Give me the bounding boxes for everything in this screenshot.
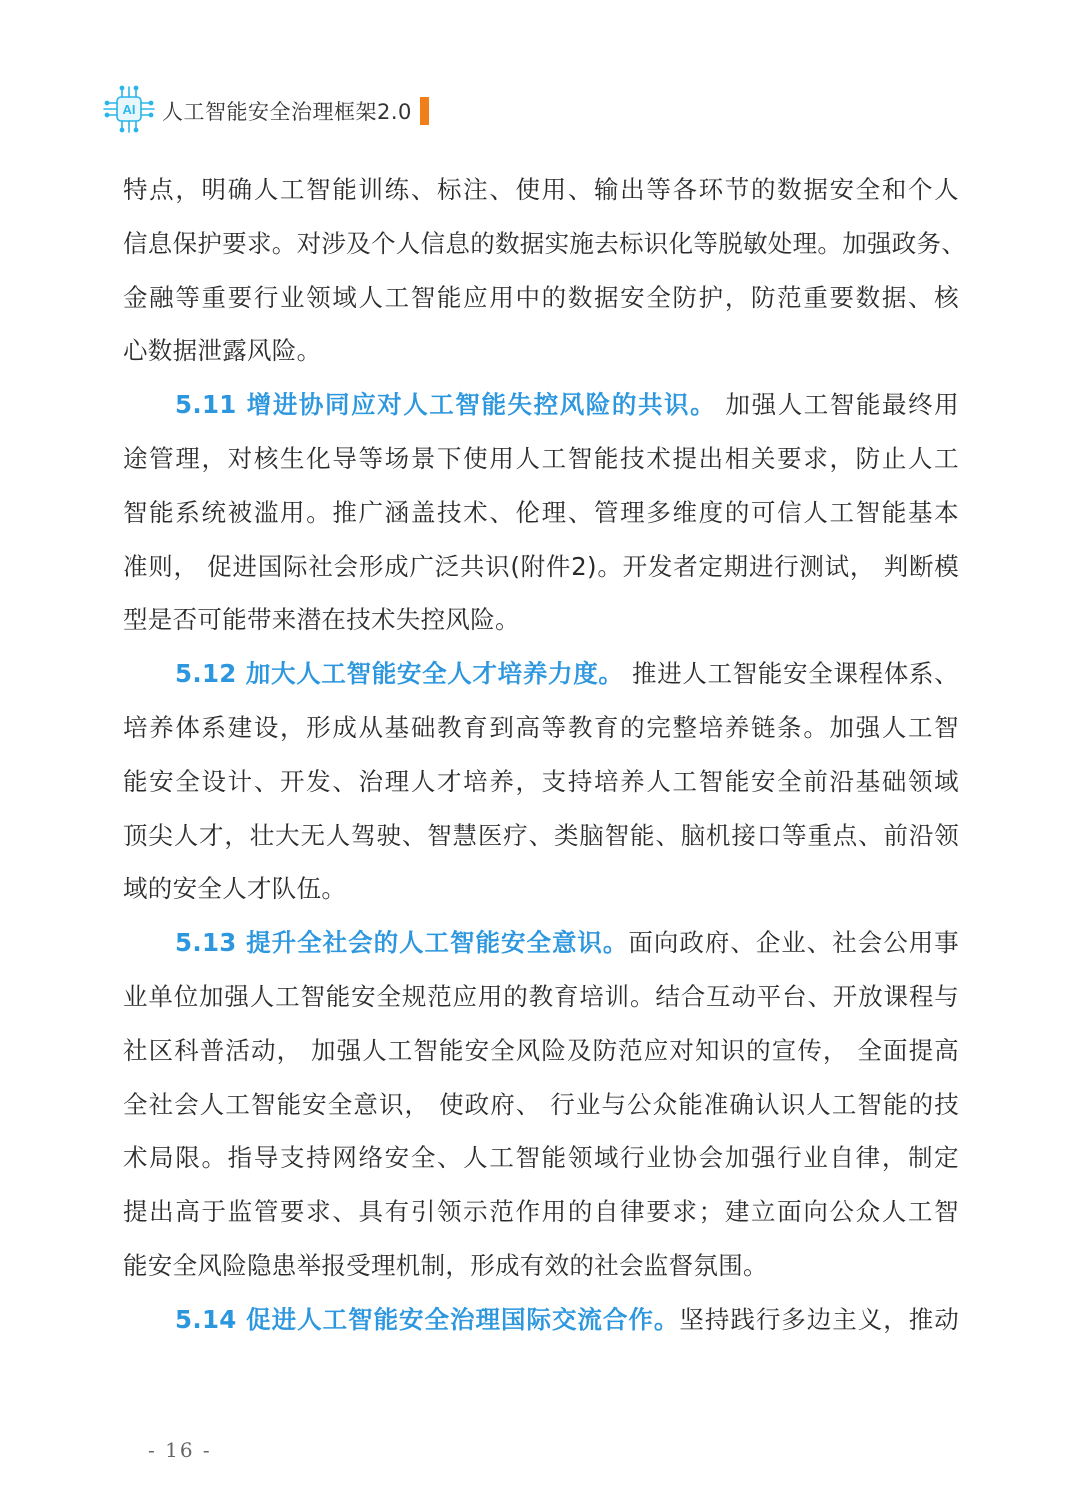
section-text: 推进人工智能安全课程体系、	[623, 659, 959, 689]
ai-chip-logo-icon	[100, 84, 158, 138]
text-line: 业单位加强人工智能安全规范应用的教育培训。结合互动平台、开放课程与	[123, 981, 959, 1011]
text-line: 社区科普活动， 加强人工智能安全风险及防范应对知识的宣传， 全面提高	[123, 1035, 959, 1065]
paragraph-continuation	[123, 163, 967, 378]
section-first-line	[123, 1293, 959, 1347]
text-line: 准则， 促进国际社会形成广泛共识(附件2)。开发者定期进行测试， 判断模	[123, 551, 959, 581]
text-line: 顶尖人才，壮大无人驾驶、智慧医疗、类脑智能、脑机接口等重点、前沿领	[123, 820, 959, 850]
section-first-line	[123, 647, 959, 701]
section-heading: 5.11 增进协同应对人工智能失控风险的共识。	[175, 390, 717, 420]
logo-text: AI	[122, 102, 136, 117]
section-text: 面向政府、企业、社会公用事	[628, 928, 959, 958]
page-number: - 16 -	[148, 1438, 212, 1462]
header-accent-bar	[420, 97, 429, 125]
section-first-line	[123, 378, 959, 432]
section-5-12	[123, 647, 959, 916]
section-first-line	[123, 916, 959, 970]
text-line: 信息保护要求。对涉及个人信息的数据实施去标识化等脱敏处理。加强政务、	[123, 228, 967, 258]
text-line: 型是否可能带来潜在技术失控风险。	[123, 605, 520, 635]
section-text: 加强人工智能最终用	[716, 390, 959, 420]
section-heading: 5.12 加大人工智能安全人才培养力度。	[175, 659, 624, 689]
text-line: 提出高于监管要求、具有引领示范作用的自律要求；建立面向公众人工智	[123, 1197, 959, 1227]
text-line: 全社会人工智能安全意识， 使政府、 行业与公众能准确认识人工智能的技	[123, 1089, 959, 1119]
text-line: 智能系统被滥用。推广涵盖技术、伦理、管理多维度的可信人工智能基本	[123, 497, 959, 527]
text-line: 特点，明确人工智能训练、标注、使用、输出等各环节的数据安全和个人	[123, 175, 959, 204]
section-heading: 5.13 提升全社会的人工智能安全意识。	[175, 928, 629, 958]
text-line: 能安全设计、开发、治理人才培养，支持培养人工智能安全前沿基础领域	[123, 766, 959, 796]
section-5-11	[123, 378, 959, 647]
text-line: 培养体系建设，形成从基础教育到高等教育的完整培养链条。加强人工智	[123, 712, 959, 742]
document-title: 人工智能安全治理框架2.0	[162, 100, 412, 124]
text-line: 术局限。指导支持网络安全、人工智能领域行业协会加强行业自律，制定	[123, 1143, 959, 1173]
page-header	[100, 84, 429, 138]
text-line: 金融等重要行业领域人工智能应用中的数据安全防护，防范重要数据、核	[123, 282, 959, 312]
section-text: 坚持践行多边主义，推动	[679, 1304, 959, 1334]
text-line: 途管理，对核生化导等场景下使用人工智能技术提出相关要求，防止人工	[123, 443, 959, 473]
main-content	[123, 163, 967, 1347]
section-5-14	[123, 1293, 959, 1347]
text-line: 心数据泄露风险。	[123, 336, 322, 366]
section-heading: 5.14 促进人工智能安全治理国际交流合作。	[175, 1304, 680, 1334]
text-line: 能安全风险隐患举报受理机制，形成有效的社会监督氛围。	[123, 1250, 768, 1280]
section-5-13	[123, 916, 959, 1293]
text-line: 域的安全人才队伍。	[123, 874, 347, 904]
